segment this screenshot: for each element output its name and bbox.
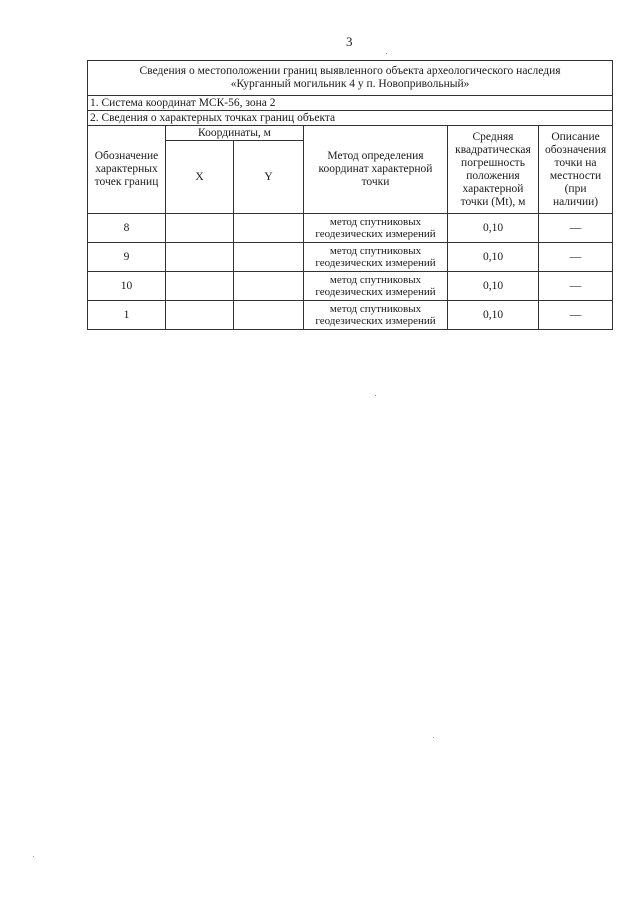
- boundary-points-table: [87, 60, 613, 330]
- method-cell: метод спутниковых геодезических измерений: [304, 243, 448, 272]
- point-number: 10: [88, 272, 166, 301]
- coordinate-system-row: 1. Система координат МСК-56, зона 2: [88, 96, 613, 111]
- characteristic-points-row: 2. Сведения о характерных точках границ объекта: [88, 111, 613, 126]
- coord-y: [234, 243, 304, 272]
- coord-y: [234, 301, 304, 330]
- method-cell: метод спутниковых геодезических измерений: [304, 214, 448, 243]
- scan-speck: [433, 737, 434, 738]
- page-number: 3: [346, 34, 353, 49]
- method-cell: метод спутниковых геодезических измерений: [304, 301, 448, 330]
- header-x: X: [166, 141, 234, 214]
- header-point-designation: Обозначение характерных точек границ: [88, 126, 166, 214]
- description-dash: —: [539, 272, 613, 301]
- method-cell: метод спутниковых геодезических измерений: [304, 272, 448, 301]
- error-value: 0,10: [448, 243, 539, 272]
- point-number: 9: [88, 243, 166, 272]
- error-value: 0,10: [448, 214, 539, 243]
- error-value: 0,10: [448, 272, 539, 301]
- header-description: Описание обозначения точки на местности (при наличии): [539, 126, 613, 214]
- header-error: Средняя квадратическая погрешность положения характерной точки (Mt), м: [448, 126, 539, 214]
- coord-x: [166, 272, 234, 301]
- table-row: [88, 243, 613, 272]
- scan-speck: [386, 53, 387, 54]
- scan-speck: [375, 395, 376, 396]
- header-method: Метод определения координат характерной точки: [304, 126, 448, 214]
- table-row: [88, 214, 613, 243]
- coord-x: [166, 214, 234, 243]
- table-row: [88, 272, 613, 301]
- table-title-line2: «Курганный могильник 4 у п. Новопривольный»: [230, 78, 470, 90]
- description-dash: —: [539, 243, 613, 272]
- header-coordinates: Координаты, м: [166, 126, 304, 141]
- coord-y: [234, 272, 304, 301]
- coord-x: [166, 243, 234, 272]
- scan-speck: [33, 856, 34, 857]
- table-row: [88, 301, 613, 330]
- point-number: 1: [88, 301, 166, 330]
- error-value: 0,10: [448, 301, 539, 330]
- table-title: [88, 61, 613, 96]
- description-dash: —: [539, 301, 613, 330]
- table-title-line1: Сведения о местоположении границ выявленного объекта археологического наследия: [139, 65, 561, 77]
- description-dash: —: [539, 214, 613, 243]
- header-y: Y: [234, 141, 304, 214]
- coord-y: [234, 214, 304, 243]
- coord-x: [166, 301, 234, 330]
- point-number: 8: [88, 214, 166, 243]
